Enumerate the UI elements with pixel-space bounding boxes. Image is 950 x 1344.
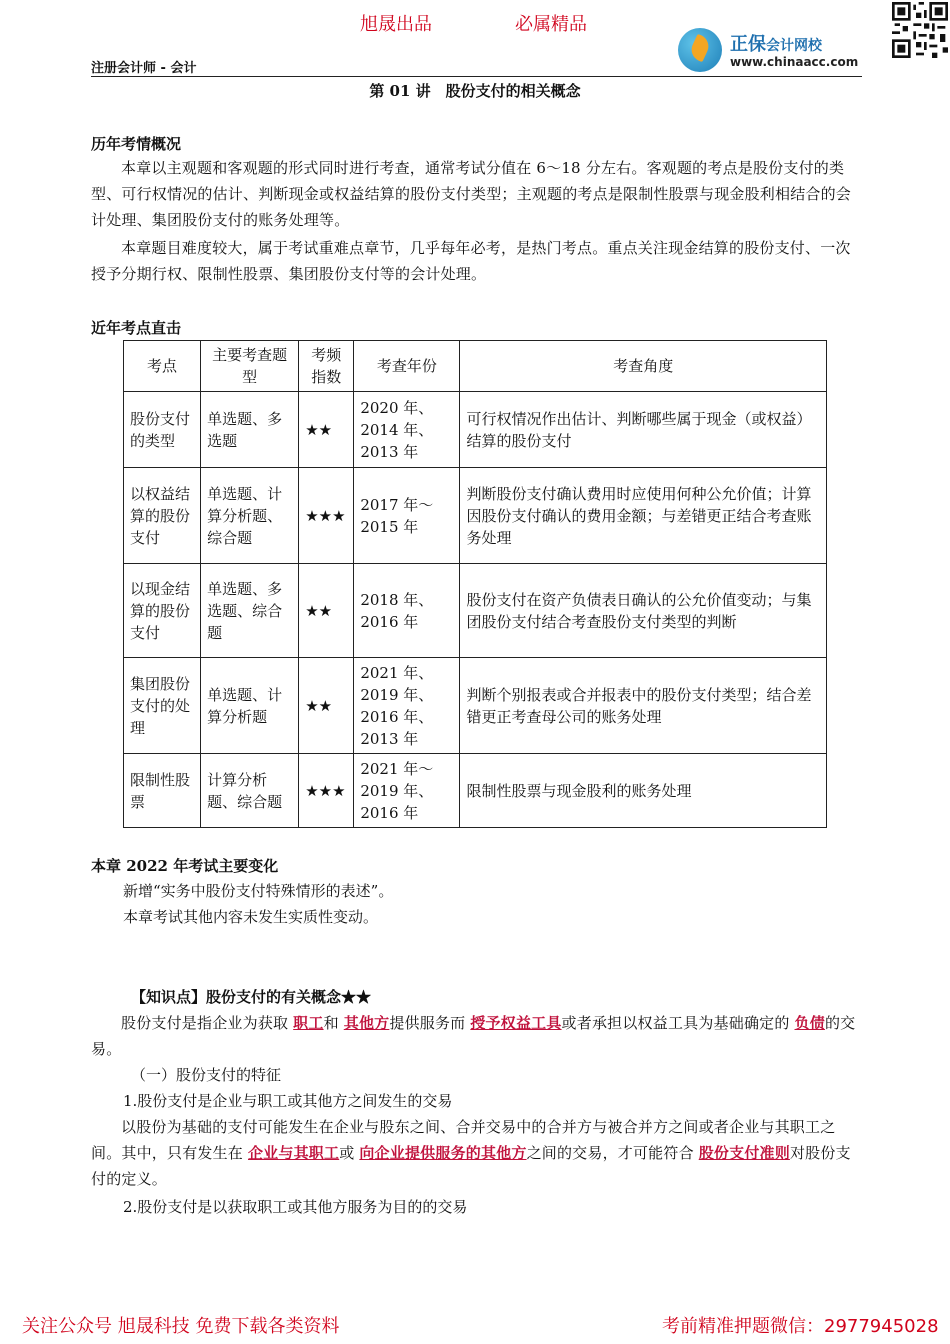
cell-point: 集团股份支付的处理 <box>124 658 201 754</box>
footer-left: 关注公众号 旭晟科技 免费下载各类资料 <box>22 1316 340 1337</box>
course-name: 注册会计师 - 会计 <box>91 61 197 76</box>
slogan-left: 旭晟出品 <box>360 14 432 35</box>
cell-freq: ★★★ <box>299 754 354 828</box>
footer-right: 考前精准押题微信：2977945028 <box>662 1316 939 1337</box>
points-heading: 近年考点直击 <box>91 319 182 337</box>
logo-name: 正保会计网校 <box>730 34 822 55</box>
feature-item-1: 1.股份支付是企业与职工或其他方之间发生的交易 <box>123 1092 453 1110</box>
column-header: 考查角度 <box>460 341 827 392</box>
cell-freq: ★★★ <box>299 468 354 564</box>
table-row <box>124 754 827 828</box>
table-row <box>124 658 827 754</box>
cell-type: 单选题、多选题、综合题 <box>201 564 299 658</box>
cell-angle: 股份支付在资产负债表日确认的公允价值变动；与集团股份支付结合考查股份支付类型的判断 <box>460 564 827 658</box>
keyword-equity-instrument: 授予权益工具 <box>470 1014 562 1032</box>
chinaacc-logo <box>678 28 858 74</box>
cell-type: 单选题、多选题 <box>201 392 299 468</box>
cell-angle: 判断股份支付确认费用时应使用何种公允价值；计算因股份支付确认的费用金额；与差错更正结合考查账务处理 <box>460 468 827 564</box>
exam-points-table <box>123 340 827 828</box>
cell-freq: ★★ <box>299 564 354 658</box>
keyword-employee: 职工 <box>293 1014 324 1032</box>
cell-angle: 可行权情况作出估计、判断哪些属于现金（或权益）结算的股份支付 <box>460 392 827 468</box>
cell-point: 以现金结算的股份支付 <box>124 564 201 658</box>
changes-line-2: 本章考试其他内容未发生实质性变动。 <box>123 908 379 926</box>
overview-paragraph-1: 本章以主观题和客观题的形式同时进行考查，通常考试分值在 6～18 分左右。客观题的考点是股份支付的类型、可行权情况的估计、判断现金或权益结算的股份支付类型；主观题的考点是限制性股票与现金股利相结合的会计处理、集团股份支付的账务处理等。 <box>91 159 852 229</box>
cell-years: 2018 年、2016 年 <box>354 564 460 658</box>
column-header: 考查年份 <box>354 341 460 392</box>
cell-point: 股份支付的类型 <box>124 392 201 468</box>
cell-years: 2021 年～2019 年、2016 年 <box>354 754 460 828</box>
changes-line-1: 新增“实务中股份支付特殊情形的表述”。 <box>123 882 394 900</box>
cell-type: 单选题、计算分析题、综合题 <box>201 468 299 564</box>
feature-paragraph: 以股份为基础的支付可能发生在企业与股东之间、合并交易中的合并方与被合并方之间或者企业与其职工之间。其中，只有发生在 企业与其职工或 向企业提供服务的其他方之间的交易，才可能符合 股份支付准则对股份支付的定义。 <box>91 1118 851 1188</box>
column-header: 主要考查题型 <box>201 341 299 392</box>
cell-type: 计算分析题、综合题 <box>201 754 299 828</box>
overview-heading: 历年考情概况 <box>91 135 182 153</box>
keyword-standard: 股份支付准则 <box>698 1144 790 1162</box>
definition-paragraph: 股份支付是指企业为获取 职工和 其他方提供服务而 授予权益工具或者承担以权益工具为基础确定的 负债的交易。 <box>91 1014 856 1058</box>
cell-type: 单选题、计算分析题 <box>201 658 299 754</box>
cell-freq: ★★ <box>299 658 354 754</box>
feature-item-2: 2.股份支付是以获取职工或其他方服务为目的的交易 <box>123 1198 468 1216</box>
table-header-row <box>124 341 827 392</box>
table-row <box>124 392 827 468</box>
slogan-right: 必属精品 <box>515 14 587 35</box>
table-row <box>124 564 827 658</box>
cell-years: 2020 年、2014 年、2013 年 <box>354 392 460 468</box>
cell-years: 2021 年、2019 年、2016 年、2013 年 <box>354 658 460 754</box>
overview-paragraph-2: 本章题目难度较大，属于考试重难点章节，几乎每年必考，是热门考点。重点关注现金结算的股份支付、一次授予分期行权、限制性股票、集团股份支付等的会计处理。 <box>91 239 851 283</box>
subsection-heading: （一）股份支付的特征 <box>131 1066 282 1084</box>
cell-angle: 判断个别报表或合并报表中的股份支付类型；结合差错更正考查母公司的账务处理 <box>460 658 827 754</box>
cell-point: 限制性股票 <box>124 754 201 828</box>
lecture-title: 第 01 讲 股份支付的相关概念 <box>369 82 581 100</box>
cell-angle: 限制性股票与现金股利的账务处理 <box>460 754 827 828</box>
table-row <box>124 468 827 564</box>
changes-heading: 本章 2022 年考试主要变化 <box>91 857 279 875</box>
knowledge-heading: 【知识点】股份支付的有关概念★★ <box>131 988 372 1006</box>
cell-freq: ★★ <box>299 392 354 468</box>
header-divider <box>91 76 862 77</box>
keyword-service-providers: 向企业提供服务的其他方 <box>359 1144 527 1162</box>
cell-point: 以权益结算的股份支付 <box>124 468 201 564</box>
column-header: 考点 <box>124 341 201 392</box>
logo-url: www.chinaacc.com <box>730 55 859 69</box>
cell-years: 2017 年～2015 年 <box>354 468 460 564</box>
keyword-liability: 负债 <box>794 1014 825 1032</box>
keyword-enterprise-employees: 企业与其职工 <box>247 1144 340 1162</box>
qr-code-icon <box>892 2 948 58</box>
keyword-other-party: 其他方 <box>343 1014 390 1032</box>
column-header: 考频指数 <box>299 341 354 392</box>
